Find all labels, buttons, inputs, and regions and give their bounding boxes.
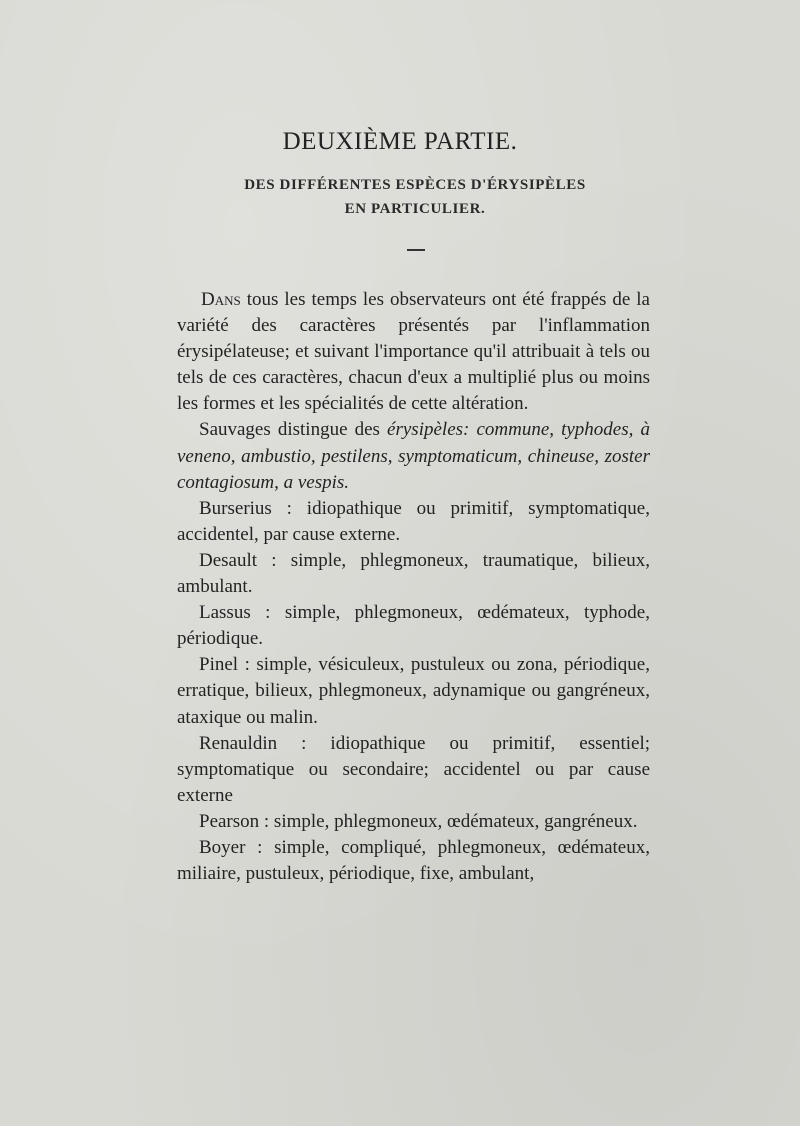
paragraph-boyer: Boyer : simple, compliqué, phlegmoneux, œdémateux, miliaire, pustuleux, périodique, fixe, ambulant, xyxy=(177,836,650,885)
sauvages-list: érysipèles: commune, typhodes, à veneno, ambustio, pestilens, symptomaticum, chineuse, zoster contagiosum, a vespis. xyxy=(177,419,650,493)
paragraph-burserius: Burserius : idiopathique ou primitif, symptomatique, accidentel, par cause externe. xyxy=(177,497,650,545)
paragraph-lassus: Lassus : simple, phlegmoneux, œdémateux, typhode, périodique. xyxy=(177,602,650,650)
intro-text: tous les temps les observateurs ont été frappés de la variété des caractères présentés par l'inflammation érysipélateuse; et suivant l'importance qu'il attribuait à tels ou tels de ces caractères, chacun d'eux a multiplié plus ou moins les formes et les spécialités de cette altération. xyxy=(177,289,650,415)
paragraph-renauldin: Renauldin : idiopathique ou primitif, essentiel; symptomatique ou secondaire; accidentel ou par cause externe xyxy=(177,732,650,806)
paragraph-desault: Desault : simple, phlegmoneux, traumatique, bilieux, ambulant. xyxy=(177,549,650,598)
paragraph-sauvages xyxy=(177,417,650,495)
sauvages-lead: Sauvages distingue des xyxy=(199,419,388,441)
paragraph-pearson: Pearson : simple, phlegmoneux, œdémateux, gangréneux. xyxy=(199,810,638,832)
heading-divider xyxy=(407,249,425,251)
paragraph-intro xyxy=(177,287,650,417)
paragraph-pinel: Pinel : simple, vésiculeux, pustuleux ou zona, périodique, erratique, bilieux, phlegmoneux, adynamique ou gangréneux, ataxique ou malin. xyxy=(177,654,650,728)
part-title: DEUXIÈME PARTIE. xyxy=(282,128,518,155)
lead-word: Dans xyxy=(201,289,241,310)
body-text xyxy=(177,287,650,887)
section-subtitle-line1: DES DIFFÉRENTES ESPÈCES D'ÉRYSIPÈLES xyxy=(244,177,586,193)
section-subtitle-line2: EN PARTICULIER. xyxy=(344,201,486,217)
